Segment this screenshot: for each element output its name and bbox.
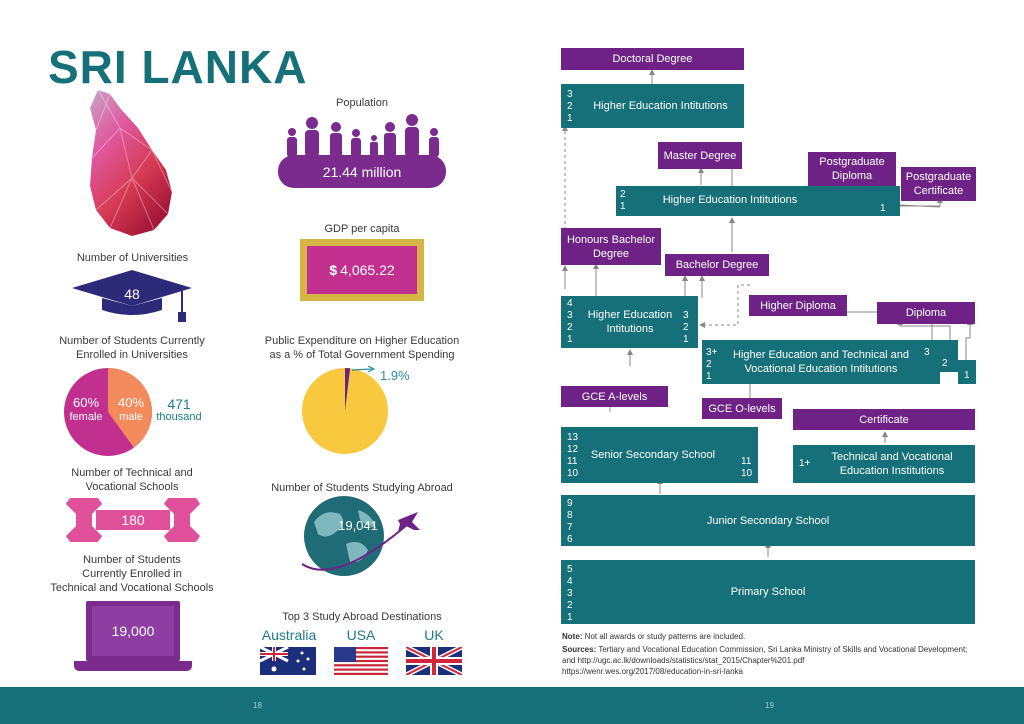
- sri-lanka-map-icon: [80, 88, 180, 238]
- hetvei-r3: 3: [924, 347, 930, 358]
- universities-value: 48: [124, 286, 140, 302]
- flow-hetvei-step2: [936, 340, 958, 372]
- abroad-label: Number of Students Studying Abroad: [271, 482, 453, 494]
- destination-2: USA: [346, 627, 376, 643]
- flow-diploma: Diploma: [877, 302, 975, 324]
- hei-mid-year-1: 1: [620, 201, 626, 212]
- primary-4: 4: [567, 576, 573, 587]
- junior-8: 8: [567, 510, 573, 521]
- junior-label: Junior Secondary School: [706, 514, 830, 527]
- hei-low-l4: 4: [567, 298, 573, 309]
- hei-mid-year-2: 2: [620, 189, 626, 200]
- flow-tvei: [793, 445, 975, 483]
- junior-6: 6: [567, 534, 573, 545]
- hetvei-year-1: 1: [706, 371, 712, 382]
- tech-schools-label-1: Number of Technical and: [71, 467, 193, 479]
- sources-url2: https://wenr.wes.org/2017/08/education-in-sri-lanka: [562, 667, 743, 676]
- tvei-years: 1+: [799, 458, 811, 469]
- flow-certificate: Certificate: [793, 409, 975, 430]
- tvei-label: Technical and Vocational Education Institutions: [831, 451, 953, 477]
- banknote-icon: [300, 239, 424, 301]
- flow-hetvei: [702, 340, 940, 384]
- flow-higher-diploma: Higher Diploma: [749, 295, 847, 316]
- globe-plane-icon: [296, 494, 424, 584]
- students-label-1: Number of Students Currently: [59, 335, 205, 347]
- flow-junior: [561, 495, 975, 546]
- australia-flag-icon: [260, 647, 316, 675]
- universities-label: Number of Universities: [76, 252, 189, 264]
- people-icon: [282, 112, 442, 157]
- flow-pg-diploma: Postgraduate Diploma: [808, 152, 896, 186]
- destination-1: Australia: [261, 627, 317, 643]
- flow-honours: Honours Bachelor Degree: [561, 228, 661, 265]
- male-label: male: [119, 411, 143, 423]
- footer-band: [0, 687, 1024, 724]
- primary-5: 5: [567, 564, 573, 575]
- primary-3: 3: [567, 588, 573, 599]
- uk-flag-icon: [406, 647, 462, 675]
- junior-9: 9: [567, 498, 573, 509]
- abroad-value: 19,041: [338, 518, 378, 533]
- hei-low-l3: 3: [567, 310, 573, 321]
- senior-12: 12: [567, 444, 579, 455]
- expenditure-label-1: Public Expenditure on Higher Education: [264, 335, 460, 347]
- note: [562, 631, 982, 642]
- senior-label: Senior Secondary School: [590, 449, 716, 461]
- hei-low-label: Higher Education Intitutions: [587, 309, 673, 335]
- students-total: 471: [167, 396, 191, 412]
- population-label: Population: [336, 97, 388, 109]
- flow-hei-low: [561, 296, 698, 348]
- female-pct: 60%: [72, 395, 100, 410]
- hei-low-r1: 1: [683, 334, 689, 345]
- hei-low-r2: 2: [683, 322, 689, 333]
- hei-low-l1: 1: [567, 334, 573, 345]
- tech-students-label-3: Technical and Vocational Schools: [50, 582, 214, 594]
- hei-top-year-2: 2: [567, 101, 573, 112]
- flow-bachelor: Bachelor Degree: [665, 254, 769, 276]
- destinations-label: Top 3 Study Abroad Destinations: [282, 611, 442, 623]
- population-value: 21.44 million: [278, 155, 446, 188]
- hetvei-label: Higher Education and Technical and Vocational Education Intitutions: [733, 349, 909, 375]
- primary-1: 1: [567, 612, 573, 623]
- flow-senior: [561, 427, 758, 483]
- flow-hei-mid: [616, 186, 900, 216]
- flow-hei-top: [561, 84, 744, 128]
- note-bold: Note:: [562, 632, 583, 641]
- page-number-left: 18: [253, 701, 262, 710]
- hetvei-r2: 2: [942, 358, 948, 369]
- senior-10: 10: [567, 468, 579, 479]
- hei-top-year-1: 1: [567, 113, 573, 124]
- tech-students-label-1: Number of Students: [83, 554, 181, 566]
- junior-7: 7: [567, 522, 573, 533]
- senior-r11: 11: [741, 456, 752, 467]
- flow-hetvei-step1: [958, 360, 976, 384]
- hei-mid-label: Higher Education Intitutions: [662, 194, 798, 206]
- destination-3: UK: [424, 627, 444, 643]
- expenditure-label-2: as a % of Total Government Spending: [269, 349, 455, 361]
- flow-gce-o: GCE O-levels: [702, 398, 782, 419]
- flow-master: Master Degree: [658, 142, 742, 169]
- sources-bold: Sources:: [562, 645, 597, 654]
- gdp-currency: $: [329, 262, 338, 278]
- hetvei-year-2: 2: [706, 359, 712, 370]
- tech-students-value: 19,000: [111, 623, 155, 639]
- hei-low-r3: 3: [683, 310, 689, 321]
- usa-flag-icon: [334, 647, 388, 675]
- page-title: SRI LANKA: [48, 41, 308, 93]
- male-pct: 40%: [117, 395, 145, 410]
- expenditure-value: 1.9%: [380, 368, 410, 383]
- hei-top-year-3: 3: [567, 89, 573, 100]
- students-total-unit: thousand: [156, 411, 202, 423]
- hei-mid-right: 1: [880, 203, 886, 214]
- hei-top-label: Higher Education Intitutions: [593, 100, 728, 112]
- flow-primary: [561, 560, 975, 624]
- students-label-2: Enrolled in Universities: [76, 349, 188, 361]
- female-label: female: [69, 411, 103, 423]
- tech-students-label-2: Currently Enrolled in: [82, 568, 182, 580]
- note-text: Not all awards or study patterns are included.: [582, 632, 746, 641]
- primary-label: Primary School: [730, 586, 806, 598]
- tech-schools-value: 180: [121, 512, 145, 528]
- flow-gce-a: GCE A-levels: [561, 386, 668, 407]
- primary-2: 2: [567, 600, 573, 611]
- flow-pg-certificate: Postgraduate Certificate: [901, 167, 976, 201]
- hetvei-r1: 1: [964, 370, 970, 381]
- senior-11: 11: [567, 456, 578, 467]
- senior-r10: 10: [741, 468, 753, 479]
- hetvei-year-3: 3+: [706, 347, 718, 358]
- senior-13: 13: [567, 432, 579, 443]
- sources-text: Tertiary and Vocational Education Commission, Sri Lanka Ministry of Skills and Vocational Development; and http://ugc.ac.lk/downloads/statistics/stat_2015/Chapter%201.pdf: [562, 645, 968, 665]
- tech-schools-label-2: Vocational Schools: [85, 481, 179, 493]
- gdp-value: 4,065.22: [340, 262, 395, 278]
- gdp-label: GDP per capita: [324, 223, 400, 235]
- sources: [562, 644, 982, 677]
- hei-low-l2: 2: [567, 322, 573, 333]
- flow-doctoral: Doctoral Degree: [561, 48, 744, 70]
- page-number-right: 19: [765, 701, 774, 710]
